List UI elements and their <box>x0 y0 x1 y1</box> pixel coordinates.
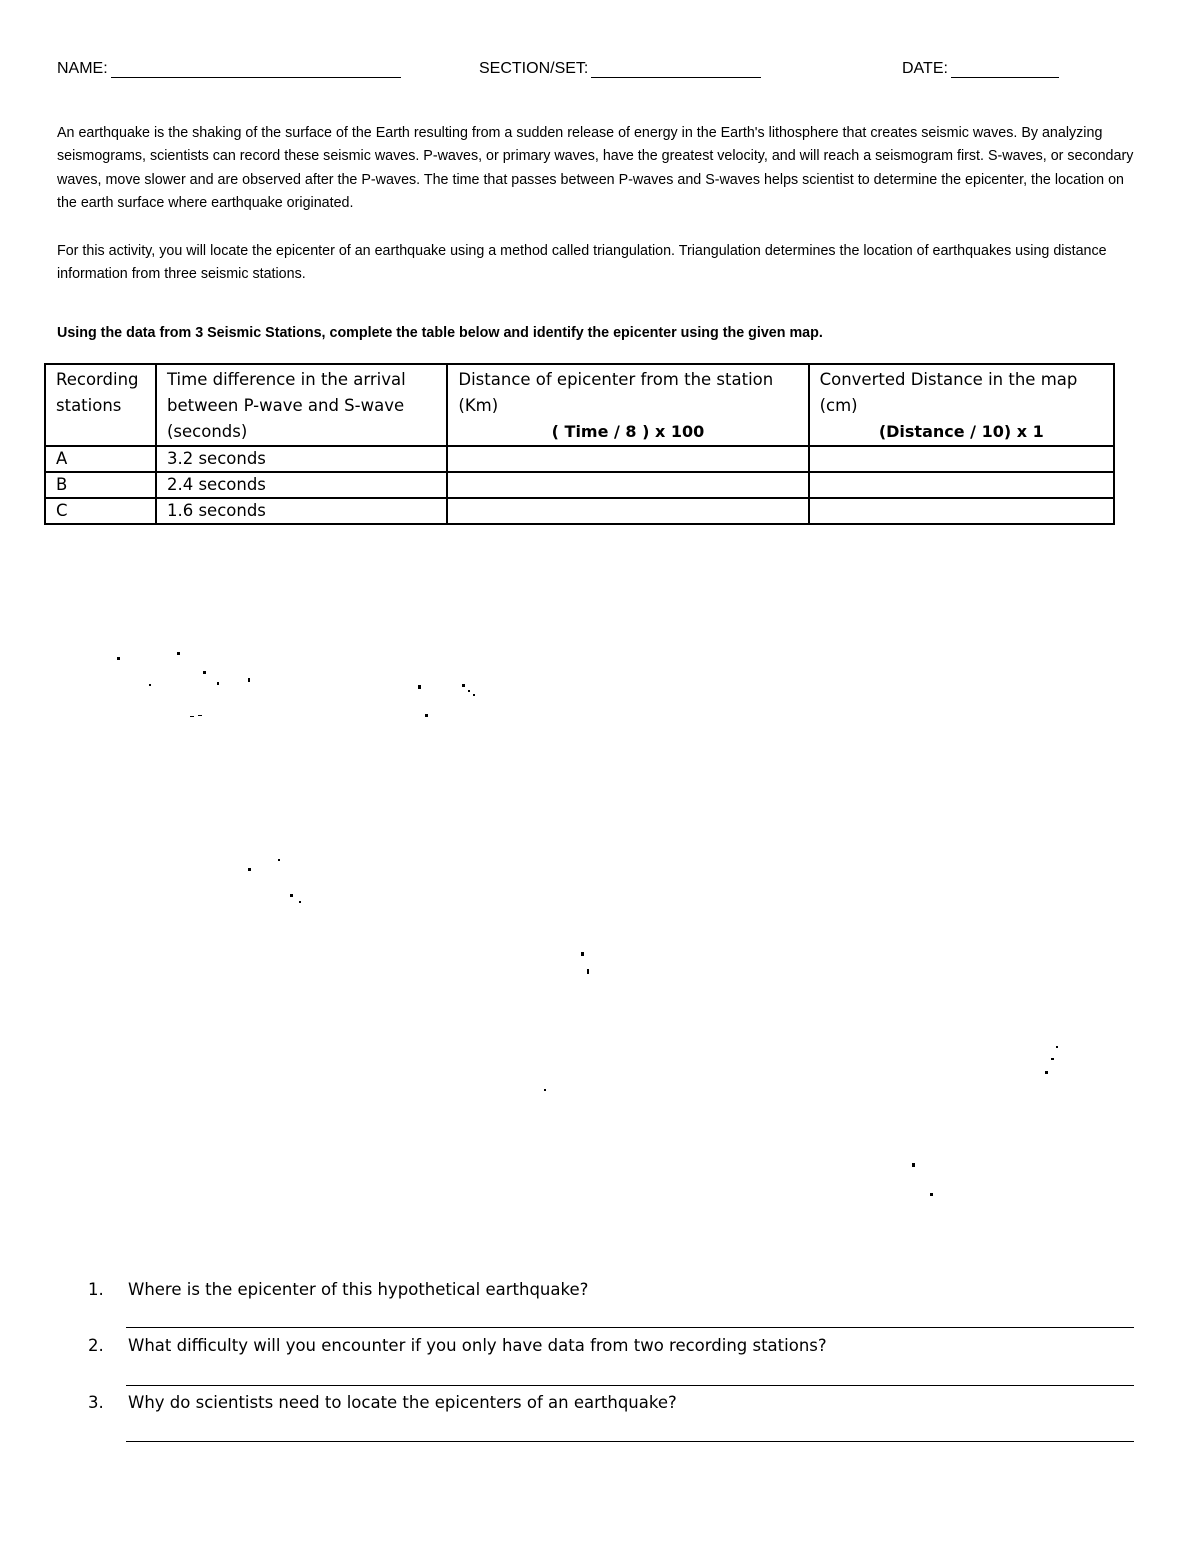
distance-cell[interactable] <box>447 472 808 498</box>
section-field <box>479 60 761 78</box>
map-speck <box>418 685 421 689</box>
distance-cell[interactable] <box>447 446 808 472</box>
map-speck <box>912 1163 915 1167</box>
distance-cell[interactable] <box>447 498 808 524</box>
section-blank[interactable] <box>591 61 761 78</box>
map-speck <box>248 868 251 871</box>
table-row <box>45 446 1114 472</box>
date-field <box>902 60 1059 78</box>
map-speck <box>544 1089 546 1091</box>
name-label: NAME: <box>57 60 108 77</box>
map-speck <box>177 652 180 655</box>
map-speck <box>1056 1046 1058 1048</box>
date-blank[interactable] <box>951 61 1059 78</box>
table-header-row <box>45 364 1114 446</box>
header-row <box>57 60 1137 84</box>
map-speck <box>278 859 280 861</box>
map-speck <box>473 694 475 696</box>
answer-line[interactable] <box>126 1327 1134 1328</box>
map-speck <box>1051 1058 1054 1060</box>
map-speck <box>290 894 293 897</box>
map-speck <box>462 684 465 687</box>
intro-paragraph-1: An earthquake is the shaking of the surface of the Earth resulting from a sudden release of energy in the Earth's lithosphere that creates seismic waves. By analyzing seismograms, scientists can record these seismic waves. P-waves, or primary waves, have the greatest velocity, and will reach a seismogram first. S-waves, or secondary waves, move slower and are observed after the P-waves. The time that passes between P-waves and S-waves helps scientist to determine the epicenter, the location on the earth surface where earthquake originated. <box>57 125 1134 211</box>
map-speck <box>117 657 120 660</box>
section-label: SECTION/SET: <box>479 60 589 77</box>
map-speck <box>468 690 470 692</box>
station-cell: C <box>45 498 156 524</box>
question-text: Where is the epicenter of this hypothetical earthquake? <box>128 1280 589 1299</box>
answer-line[interactable] <box>126 1441 1134 1442</box>
map-area <box>0 560 1200 1260</box>
header-time-difference: Time difference in the arrival between P-wave and S-wave (seconds) <box>156 364 447 446</box>
map-speck <box>1045 1071 1048 1074</box>
converted-cell[interactable] <box>809 498 1114 524</box>
map-speck <box>587 969 589 974</box>
converted-cell[interactable] <box>809 472 1114 498</box>
station-cell: B <box>45 472 156 498</box>
name-field <box>57 60 401 78</box>
map-speck <box>248 678 250 682</box>
table-instruction: Using the data from 3 Seismic Stations, complete the table below and identify the epicenter using the given map. <box>57 325 823 341</box>
station-cell: A <box>45 446 156 472</box>
table-row <box>45 472 1114 498</box>
intro-paragraph-2: For this activity, you will locate the epicenter of an earthquake using a method called triangulation. Triangulation determines the location of earthquakes using distance information from three seismic stations. <box>57 243 1107 283</box>
question-number: 2. <box>88 1336 104 1355</box>
map-speck <box>930 1193 933 1196</box>
question-number: 3. <box>88 1393 104 1412</box>
map-speck <box>581 952 584 956</box>
converted-formula: (Distance / 10) x 1 <box>878 422 1044 441</box>
date-label: DATE: <box>902 60 948 77</box>
question-number: 1. <box>88 1280 104 1299</box>
converted-cell[interactable] <box>809 446 1114 472</box>
table-row <box>45 498 1114 524</box>
question-text: What difficulty will you encounter if you only have data from two recording stations? <box>128 1336 827 1355</box>
map-speck <box>425 714 428 717</box>
map-speck <box>190 716 194 717</box>
time-cell: 1.6 seconds <box>156 498 447 524</box>
distance-formula: ( Time / 8 ) x 100 <box>551 422 705 441</box>
seismic-data-table <box>44 363 1115 525</box>
header-recording-stations: Recording stations <box>45 364 156 446</box>
header-converted-distance: Converted Distance in the map (cm) (Distance / 10) x 1 <box>809 364 1114 446</box>
map-speck <box>198 715 202 716</box>
map-speck <box>149 684 151 686</box>
time-cell: 3.2 seconds <box>156 446 447 472</box>
question-text: Why do scientists need to locate the epicenters of an earthquake? <box>128 1393 677 1412</box>
time-cell: 2.4 seconds <box>156 472 447 498</box>
header-distance-km: Distance of epicenter from the station (Km) ( Time / 8 ) x 100 <box>447 364 808 446</box>
map-speck <box>203 671 206 674</box>
map-speck <box>299 901 301 903</box>
name-blank[interactable] <box>111 61 401 78</box>
map-speck <box>217 682 219 685</box>
answer-line[interactable] <box>126 1385 1134 1386</box>
